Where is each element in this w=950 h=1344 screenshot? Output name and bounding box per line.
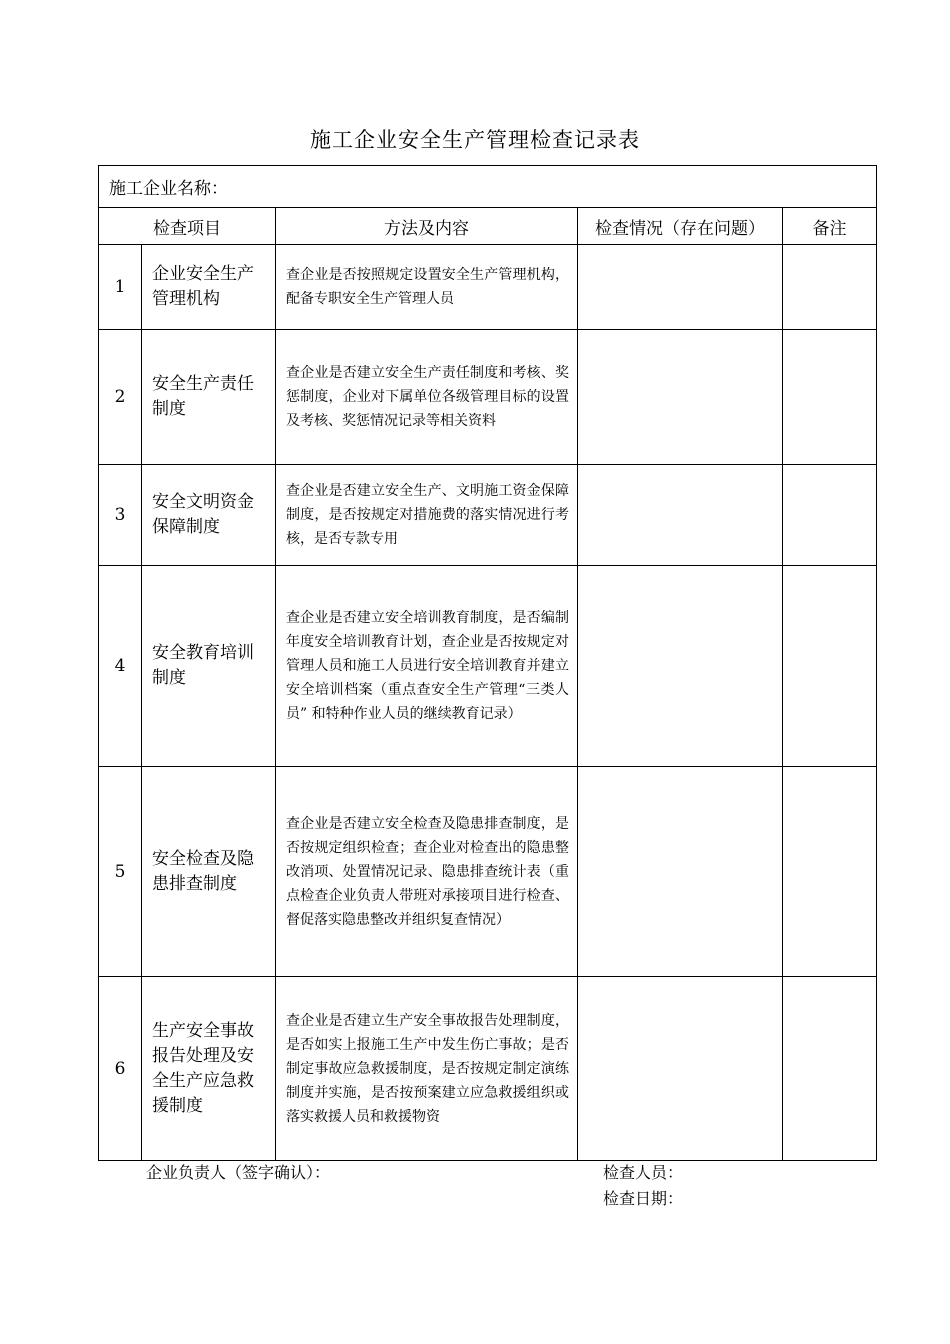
- inspection-table: [98, 165, 877, 1161]
- header-item: 检查项目: [99, 208, 276, 245]
- row-number: 3: [99, 465, 142, 566]
- row-content: 查企业是否按照规定设置安全生产管理机构，配备专职安全生产管理人员: [276, 245, 578, 330]
- company-row: [99, 166, 877, 208]
- row-number: 6: [99, 977, 142, 1161]
- row-content: 查企业是否建立安全生产、文明施工资金保障制度，是否按规定对措施费的落实情况进行考核，是否专款专用: [276, 465, 578, 566]
- table-row: [99, 767, 877, 977]
- header-status: 检查情况（存在问题）: [578, 208, 783, 245]
- header-remark: 备注: [783, 208, 877, 245]
- row-item: 安全检查及隐患排查制度: [142, 767, 276, 977]
- leader-signature-label: 企业负责人（签字确认）：: [146, 1163, 331, 1182]
- remark-cell[interactable]: [783, 767, 877, 977]
- row-content: 查企业是否建立生产安全事故报告处理制度，是否如实上报施工生产中发生伤亡事故；是否制定事故应急救援制度，是否按规定制定演练制度并实施，是否按预案建立应急救援组织或落实救援人员和救援物资: [276, 977, 578, 1161]
- header-method: 方法及内容: [276, 208, 578, 245]
- row-number: 4: [99, 566, 142, 767]
- remark-cell[interactable]: [783, 465, 877, 566]
- status-cell[interactable]: [578, 767, 783, 977]
- status-cell[interactable]: [578, 465, 783, 566]
- status-cell[interactable]: [578, 330, 783, 465]
- inspector-label: 检查人员：: [603, 1163, 684, 1182]
- inspect-date-label: 检查日期：: [603, 1189, 684, 1208]
- row-content: 查企业是否建立安全培训教育制度，是否编制年度安全培训教育计划，查企业是否按规定对管理人员和施工人员进行安全培训教育并建立安全培训档案（重点查安全生产管理“三类人员” 和特种作业人员的继续教育记录）: [276, 566, 578, 767]
- company-name-field[interactable]: 施工企业名称：: [99, 166, 877, 208]
- row-content: 查企业是否建立安全生产责任制度和考核、奖惩制度，企业对下属单位各级管理目标的设置及考核、奖惩情况记录等相关资料: [276, 330, 578, 465]
- row-item: 安全生产责任制度: [142, 330, 276, 465]
- form-title: 施工企业安全生产管理检查记录表: [310, 128, 640, 152]
- table-row: [99, 465, 877, 566]
- table-row: [99, 330, 877, 465]
- remark-cell[interactable]: [783, 330, 877, 465]
- row-item: 企业安全生产管理机构: [142, 245, 276, 330]
- row-number: 1: [99, 245, 142, 330]
- remark-cell[interactable]: [783, 245, 877, 330]
- remark-cell[interactable]: [783, 977, 877, 1161]
- status-cell[interactable]: [578, 245, 783, 330]
- header-row: [99, 208, 877, 245]
- row-content: 查企业是否建立安全检查及隐患排查制度，是否按规定组织检查；查企业对检查出的隐患整改消项、处置情况记录、隐患排查统计表（重点检查企业负责人带班对承接项目进行检查、督促落实隐患整改并组织复查情况）: [276, 767, 578, 977]
- remark-cell[interactable]: [783, 566, 877, 767]
- row-item: 安全文明资金保障制度: [142, 465, 276, 566]
- status-cell[interactable]: [578, 977, 783, 1161]
- row-item: 生产安全事故报告处理及安全生产应急救援制度: [142, 977, 276, 1161]
- row-item: 安全教育培训制度: [142, 566, 276, 767]
- table-row: [99, 245, 877, 330]
- table-row: [99, 977, 877, 1161]
- table-row: [99, 566, 877, 767]
- row-number: 5: [99, 767, 142, 977]
- status-cell[interactable]: [578, 566, 783, 767]
- row-number: 2: [99, 330, 142, 465]
